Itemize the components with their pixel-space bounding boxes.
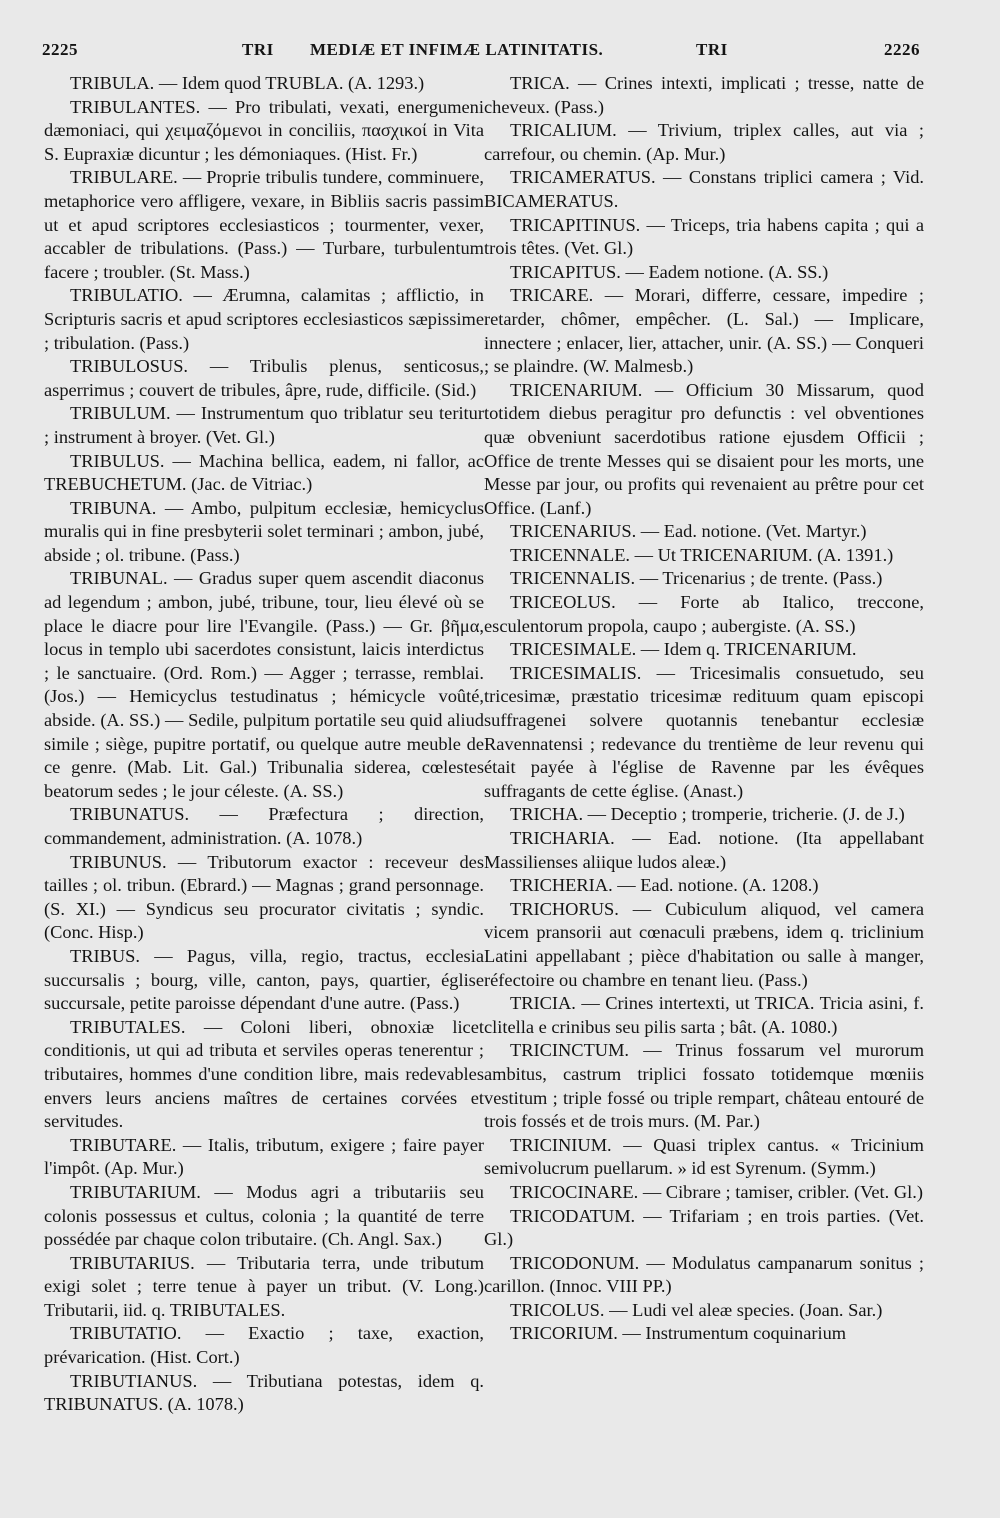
entry-tribunal: TRIBUNAL. — Gradus super quem ascendit diaconus ad legendum ; ambon, jubé, tribune, tour, lieu élevé où se place le diacre pour lire l'Evangile. (Pass.) — Gr. βῆμα, locus in templo ubi sacerdotes consistunt, laicis interdictus ; le sanctuaire. (Ord. Rom.) — Agger ; terrasse, remblai. (Jos.) — Hemicyclus testudinatus ; hémicycle voûté, abside. (A. SS.) — Sedile, pulpitum portatile seu quid aliud simile ; siège, pupitre portatif, ou quelque autre meuble de ce genre. (Mab. Lit. Gal.) Tribunalia siderea, cœlestes beatorum sedes ; le jour céleste. (A. SS.) [44, 568, 484, 801]
entry-tricare: TRICARE. — Morari, differre, cessare, impedire ; retarder, chômer, empêcher. (L. Sal.) — Implicare, innectere ; enlacer, lier, attacher, unir. (A. SS.) — Conqueri ; se plaindre. (W. Malmesb.) [484, 285, 924, 377]
entry-tricorium: TRICORIUM. — Instrumentum coquinarium [510, 1323, 847, 1344]
entry-trichorus: TRICHORUS. — Cubiculum aliquod, vel camera vicem pransorii aut cœnaculi præbens, idem q. triclinium Latini appellabant ; pièce d'habitation ou salle à manger, réfectoire ou chambre en tenant lieu. (Pass.) [484, 898, 924, 990]
entry-tribus: TRIBUS. — Pagus, villa, regio, tractus, ecclesia succursalis ; bourg, ville, canton, pays, quartier, église succursale, petite paroisse dépendant d'une autre. (Pass.) [44, 945, 484, 1014]
page-header [42, 34, 920, 64]
entry-tricesimalis: TRICESIMALIS. — Tricesimalis consuetudo, seu tricesimæ, præstatio tricesimæ redituum quam episcopi suffragenei solvere quotannis tenebantur ecclesiæ Ravennatensi ; redevance du trentième de leur revenu qui était payée à l'église de Ravenne par les évêques suffragants de cette église. (Anast.) [484, 662, 924, 801]
entry-tricia: TRICIA. — Crines intertexti, ut TRICA. Tricia asini, f. clitella e crinibus seu pilis sarta ; bât. (A. 1080.) [484, 993, 924, 1037]
entry-tricapitinus: TRICAPITINUS. — Triceps, tria habens capita ; qui a trois têtes. (Vet. Gl.) [484, 214, 924, 259]
entry-tricalium: TRICALIUM. — Trivium, triplex calles, aut via ; carrefour, ou chemin. (Ap. Mur.) [484, 120, 924, 164]
entry-tribulantes: TRIBULANTES. — Pro tribulati, vexati, energumeni dæmoniaci, qui χειμαζόμενοι in conciliis, πασχικοί in Vita S. Eupraxiæ dicuntur ; les démoniaques. (Hist. Fr.) [44, 96, 484, 164]
entry-tricapitus: TRICAPITUS. — Eadem notione. (A. SS.) [510, 261, 829, 282]
entry-tricenarium: TRICENARIUM. — Officium 30 Missarum, quod totidem diebus peragitur pro defunctis : vel obventiones quæ obveniunt sacerdotibus ratione ejusdem Officii ; Office de trente Messes qui se disaient pour les morts, une Messe par jour, ou profits qui revenaient au prêtre pour cet Office. (Lanf.) [484, 379, 924, 518]
right-column [484, 72, 924, 1346]
entry-tricheria: TRICHERIA. — Ead. notione. (A. 1208.) [510, 875, 819, 896]
entry-tributianus: TRIBUTIANUS. — Tributiana potestas, idem q. TRIBUNATUS. (A. 1078.) [44, 1370, 484, 1415]
entry-trica: TRICA. — Crines intexti, implicati ; tresse, natte de cheveux. (Pass.) [484, 73, 924, 117]
running-head-left: TRI [242, 40, 274, 59]
running-head-right: TRI [696, 40, 728, 59]
entry-tribunatus: TRIBUNATUS. — Præfectura ; direction, commandement, administration. (A. 1078.) [44, 804, 484, 848]
entry-tricodatum: TRICODATUM. — Trifariam ; en trois parties. (Vet. Gl.) [484, 1205, 924, 1250]
entry-tricinium: TRICINIUM. — Quasi triplex cantus. « Tricinium semivolucrum puellarum. » id est Syrenum. (Symm.) [484, 1134, 924, 1179]
entry-tricharia: TRICHARIA. — Ead. notione. (Ita appellabant Massilienses aliique ludos aleæ.) [484, 828, 924, 872]
entry-triceolus: TRICEOLUS. — Forte ab Italico, treccone, esculentorum propola, caupo ; aubergiste. (A. SS.) [484, 592, 924, 636]
entry-tricinctum: TRICINCTUM. — Trinus fossarum vel murorum ambitus, castrum triplici fossato totidemque mœniis vestitum ; triple fossé ou triple rempart, château entouré de trois fossés et de trois murs. (M. Par.) [484, 1040, 924, 1132]
running-title: MEDIÆ ET INFIMÆ LATINITATIS. [310, 40, 604, 59]
entry-tricennale: TRICENNALE. — Ut TRICENARIUM. (A. 1391.) [510, 544, 894, 565]
entry-tricolus: TRICOLUS. — Ludi vel aleæ species. (Joan. Sar.) [510, 1299, 883, 1320]
entry-tricocinare: TRICOCINARE. — Cibrare ; tamiser, cribler. (Vet. Gl.) [510, 1181, 923, 1202]
entry-tribulum: TRIBULUM. — Instrumentum quo triblatur seu teritur ; instrument à broyer. (Vet. Gl.) [44, 403, 484, 447]
entry-tribulare: TRIBULARE. — Proprie tribulis tundere, comminuere, metaphorice vero affligere, vexare, in Bibliis sacris passim ut et apud scriptores ecclesiasticos ; tourmenter, vexer, accabler de tribulations. (Pass.) — Turbare, turbulentum facere ; troubler. (St. Mass.) [44, 167, 484, 282]
entry-tricodonum: TRICODONUM. — Modulatus campanarum sonitus ; carillon. (Innoc. VIII PP.) [484, 1252, 924, 1297]
entry-tributarium: TRIBUTARIUM. — Modus agri a tributariis seu colonis possessus et cultus, colonia ; la quantité de terre possédée par chaque colon tributaire. (Ch. Angl. Sax.) [44, 1181, 484, 1250]
page-number-right: 2226 [884, 40, 920, 59]
entry-tributatio: TRIBUTATIO. — Exactio ; taxe, exaction, prévarication. (Hist. Cort.) [44, 1323, 484, 1368]
entry-tribulosus: TRIBULOSUS. — Tribulis plenus, senticosus, asperrimus ; couvert de tribules, âpre, rude, difficile. (Sid.) [44, 356, 484, 400]
entry-tribula: TRIBULA. — Idem quod TRUBLA. (A. 1293.) [70, 73, 425, 93]
entry-tricha: TRICHA. — Deceptio ; tromperie, tricherie. (J. de J.) [510, 804, 905, 825]
entry-tricameratus: TRICAMERATUS. — Constans triplici camera ; Vid. BICAMERATUS. [484, 167, 924, 211]
page-number-left: 2225 [42, 40, 78, 59]
entry-tribulatio: TRIBULATIO. — Ærumna, calamitas ; afflictio, in Scripturis sacris et apud scriptores ecclesiasticos sæpissime ; tribulation. (Pass.) [44, 285, 484, 353]
entry-tributales: TRIBUTALES. — Coloni liberi, obnoxiæ licet conditionis, ut qui ad tributa et serviles operas tenerentur ; tributaires, hommes d'une condition libre, mais redevables envers leurs anciens maîtres de certaines corvées et servitudes. [44, 1016, 484, 1132]
entry-tricennalis: TRICENNALIS. — Tricenarius ; de trente. (Pass.) [510, 568, 883, 589]
entry-tributare: TRIBUTARE. — Italis, tributum, exigere ; faire payer l'impôt. (Ap. Mur.) [44, 1134, 484, 1179]
entry-tributarius: TRIBUTARIUS. — Tributaria terra, unde tributum exigi solet ; terre tenue à payer un tribut. (V. Long.) Tributarii, iid. q. TRIBUTALES. [44, 1252, 484, 1320]
entry-tricesimale: TRICESIMALE. — Idem q. TRICENARIUM. [510, 639, 857, 660]
left-column [44, 72, 484, 1417]
entry-tribuna: TRIBUNA. — Ambo, pulpitum ecclesiæ, hemicyclus muralis qui in fine presbyterii solet terminari ; ambon, jubé, abside ; ol. tribune. (Pass.) [44, 497, 484, 565]
entry-tricenarius: TRICENARIUS. — Ead. notione. (Vet. Martyr.) [510, 521, 867, 542]
entry-tribulus: TRIBULUS. — Machina bellica, eadem, ni fallor, ac TREBUCHETUM. (Jac. de Vitriac.) [44, 450, 484, 495]
entry-tribunus: TRIBUNUS. — Tributorum exactor : receveur des tailles ; ol. tribun. (Ebrard.) — Magnas ; grand personnage. (S. XI.) — Syndicus seu procurator civitatis ; syndic. (Conc. Hisp.) [44, 851, 484, 943]
